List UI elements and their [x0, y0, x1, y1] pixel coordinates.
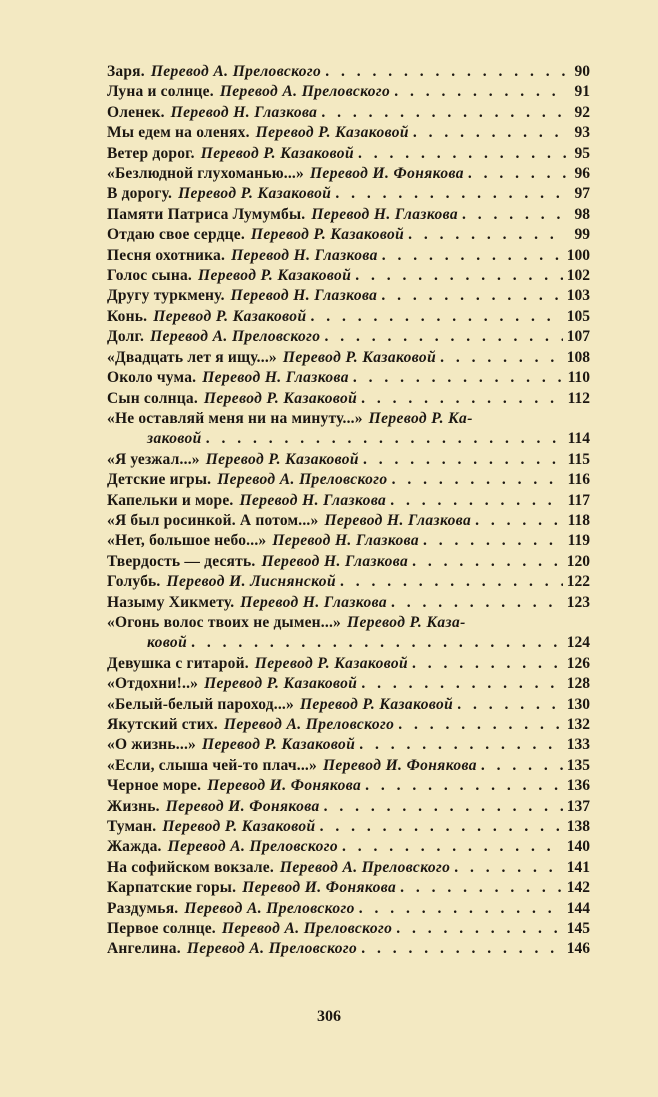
entry-translator: Перевод Р. Казаковой [162, 818, 316, 836]
entry-title: Черное море. [107, 777, 202, 795]
dot-leader [382, 246, 563, 266]
entry-translator: Перевод И. Фонякова [242, 879, 397, 897]
dot-leader [342, 837, 563, 857]
entry-translator: Перевод И. Фонякова [322, 756, 477, 774]
entry-page: 119 [567, 532, 590, 550]
toc-entry [107, 327, 590, 347]
toc-entry [107, 103, 590, 123]
toc-entry [107, 470, 590, 490]
entry-page: 117 [567, 491, 590, 509]
entry-title: Раздумья. [107, 899, 179, 917]
entry-page: 124 [566, 634, 590, 652]
dot-leader [335, 184, 566, 204]
dot-leader [321, 103, 566, 123]
toc-entry [107, 878, 590, 898]
entry-title: Долг. [107, 328, 145, 346]
dot-leader [353, 368, 564, 388]
toc-entry [107, 246, 590, 266]
dot-leader [325, 62, 566, 82]
entry-title: Оленек. [107, 103, 165, 121]
toc-entry [107, 450, 590, 470]
entry-translator: Перевод Р. Казаковой [255, 124, 409, 142]
entry-page: 132 [566, 716, 590, 733]
entry-title: Ветер дорог. [107, 144, 195, 162]
toc-entry [107, 164, 590, 184]
dot-leader [363, 450, 564, 470]
dot-leader [394, 82, 566, 102]
dot-leader [468, 164, 566, 184]
dot-leader [310, 307, 562, 327]
toc-entry [107, 654, 590, 674]
entry-page: 118 [567, 511, 590, 529]
entry-title: Памяти Патриса Лумумбы. [107, 205, 306, 223]
entry-title: «Безлюдной глухоманью...» [107, 165, 304, 183]
entry-title: Якутский стих. [107, 716, 218, 733]
entry-title: Ангелина. [107, 940, 181, 958]
toc-entry [107, 184, 590, 204]
entry-page: 128 [566, 675, 590, 693]
entry-translator: Перевод А. Преловского [186, 940, 358, 958]
toc-entry [107, 858, 590, 878]
toc-entry [107, 266, 590, 286]
entry-title: Мы едем на оленях. [107, 124, 250, 142]
toc-entry [107, 756, 590, 776]
entry-translator: Перевод А. Преловского [219, 83, 391, 101]
entry-title: «Нет, большое небо...» [107, 532, 267, 550]
dot-leader [381, 286, 562, 306]
entry-title: Детские игры. [107, 471, 212, 489]
toc-entry [107, 82, 590, 102]
entry-translator: Перевод И. Фонякова [309, 165, 464, 183]
entry-title: «Я уезжал...» [107, 450, 200, 468]
entry-title: Отдаю свое сердце. [107, 226, 245, 244]
entry-title: «Белый-белый пароход...» [107, 695, 294, 713]
entry-title: «Я был росинкой. А потом...» [107, 511, 319, 529]
entry-title: Сын солнца. [107, 389, 198, 407]
dot-leader [481, 756, 563, 776]
toc-entry [107, 511, 590, 531]
dot-leader [423, 531, 564, 551]
toc-entry [107, 389, 590, 409]
entry-translator: Перевод А. Преловского [223, 716, 395, 733]
entry-page: 146 [566, 940, 590, 958]
entry-translator: Перевод Н. Глазкова [230, 287, 378, 305]
toc-entry [107, 409, 590, 429]
dot-leader [390, 491, 563, 511]
entry-page: 105 [566, 307, 590, 325]
page-number: 306 [317, 1008, 341, 1025]
entry-translator: Перевод Н. Глазкова [272, 532, 420, 550]
entry-page: 144 [566, 899, 590, 917]
entry-page: 137 [566, 797, 590, 815]
entry-translator: Перевод Р. Ка- [368, 409, 473, 427]
entry-title: Капельки и море. [107, 491, 234, 509]
toc-entry [107, 593, 590, 613]
entry-page: 100 [566, 246, 590, 264]
entry-page: 116 [567, 471, 590, 489]
entry-page: 103 [566, 287, 590, 305]
entry-page: 123 [566, 593, 590, 611]
entry-translator-continuation: заковой [147, 430, 202, 448]
entry-translator: Перевод А. Преловского [150, 328, 321, 346]
entry-title: Карпатские горы. [107, 879, 237, 897]
entry-page: 108 [566, 348, 590, 366]
dot-leader [358, 144, 566, 164]
entry-page: 92 [574, 103, 590, 121]
toc-entry [107, 531, 590, 551]
entry-page: 130 [566, 695, 590, 713]
toc-entry [107, 205, 590, 225]
entry-translator: Перевод И. Фонякова [207, 777, 362, 795]
entry-translator: Перевод А. Преловского [184, 899, 355, 917]
toc-entry [107, 837, 590, 857]
dot-leader [475, 511, 563, 531]
entry-page: 110 [567, 369, 590, 387]
entry-page: 135 [566, 756, 590, 774]
toc-entry [107, 776, 590, 796]
entry-page: 140 [566, 838, 590, 856]
dot-leader [408, 225, 566, 245]
toc-entry [107, 674, 590, 694]
toc-entry [107, 899, 590, 919]
entry-title: «Если, слыша чей-то плач...» [107, 756, 317, 774]
entry-translator: Перевод Н. Глазкова [240, 593, 387, 611]
entry-translator: Перевод Н. Глазкова [261, 552, 409, 570]
toc-entry [107, 491, 590, 511]
toc-entry [107, 735, 590, 755]
dot-leader [440, 348, 563, 368]
dot-leader [391, 593, 563, 613]
dot-leader [355, 266, 563, 286]
entry-title: Жизнь. [107, 797, 160, 815]
entry-title: Луна и солнце. [107, 83, 214, 101]
entry-page: 136 [566, 777, 590, 795]
toc-entry [107, 797, 590, 817]
entry-translator: Перевод Р. Казаковой [178, 185, 332, 203]
toc-entry [107, 695, 590, 715]
toc-entry [107, 286, 590, 306]
dot-leader [454, 858, 562, 878]
entry-title: «Огонь волос твоих не дымен...» [107, 613, 341, 631]
entry-page: 112 [567, 389, 590, 407]
toc-entry [107, 368, 590, 388]
entry-title: Голубь. [107, 573, 161, 591]
entry-translator: Перевод Р. Казаковой [205, 450, 359, 468]
entry-title: Твердость — десять. [107, 552, 256, 570]
dot-leader [396, 919, 562, 939]
entry-translator: Перевод А. Преловского [167, 838, 338, 856]
entry-page: 96 [574, 165, 590, 183]
toc-entry-continuation [107, 429, 590, 449]
entry-translator: Перевод Р. Казаковой [200, 144, 354, 162]
entry-page: 99 [574, 226, 590, 244]
entry-translator: Перевод Н. Глазкова [170, 103, 318, 121]
dot-leader [365, 776, 563, 796]
entry-translator: Перевод А. Преловского [150, 63, 322, 80]
dot-leader [398, 715, 563, 735]
entry-title: Конь. [107, 307, 148, 325]
entry-title: «О жизнь...» [107, 736, 196, 754]
entry-translator: Перевод Р. Казаковой [153, 307, 307, 325]
toc-entry [107, 307, 590, 327]
entry-page: 97 [574, 185, 590, 203]
entry-title: «Отдохни!..» [107, 675, 199, 693]
table-of-contents [107, 62, 590, 960]
toc-entry [107, 62, 590, 82]
entry-page: 115 [567, 450, 590, 468]
entry-translator: Перевод Р. Каза- [346, 613, 466, 631]
entry-page: 133 [566, 736, 590, 754]
entry-title: Назыму Хикмету. [107, 593, 235, 611]
toc-entry [107, 613, 590, 633]
entry-title: «Не оставляй меня ни на минуту...» [107, 409, 363, 427]
dot-leader [191, 633, 563, 653]
entry-translator: Перевод Р. Казаковой [254, 654, 409, 672]
entry-page: 107 [566, 328, 590, 346]
entry-title: Заря. [107, 63, 145, 80]
entry-title: Другу туркмену. [107, 287, 225, 305]
dot-leader [359, 899, 563, 919]
toc-entry [107, 715, 590, 735]
entry-translator: Перевод Н. Глазкова [311, 205, 459, 223]
entry-page: 91 [574, 83, 590, 101]
entry-translator: Перевод Р. Казаковой [201, 736, 356, 754]
entry-translator: Перевод Н. Глазкова [239, 491, 387, 509]
dot-leader [457, 695, 563, 715]
dot-leader [361, 674, 562, 694]
toc-entry [107, 144, 590, 164]
entry-translator: Перевод Р. Казаковой [250, 226, 405, 244]
toc-entry [107, 552, 590, 572]
entry-translator: Перевод Н. Глазкова [231, 246, 378, 264]
entry-page: 141 [566, 858, 590, 876]
dot-leader [400, 878, 563, 898]
entry-translator: Перевод Н. Глазкова [202, 369, 349, 387]
entry-page: 145 [566, 920, 590, 938]
entry-title: Туман. [107, 818, 157, 836]
dot-leader [361, 389, 563, 409]
entry-title: Голос сына. [107, 267, 192, 285]
entry-title: На софийском вокзале. [107, 858, 274, 876]
entry-title: Первое солнце. [107, 920, 216, 938]
entry-page: 138 [566, 818, 590, 836]
dot-leader [413, 123, 566, 143]
toc-entry [107, 123, 590, 143]
dot-leader [361, 939, 563, 959]
entry-page: 90 [574, 63, 590, 80]
entry-page: 102 [566, 267, 590, 285]
entry-title: Около чума. [107, 369, 197, 387]
dot-leader [320, 817, 563, 837]
entry-translator-continuation: ковой [147, 634, 188, 652]
toc-entry [107, 225, 590, 245]
dot-leader [324, 327, 562, 347]
entry-page: 122 [566, 573, 590, 591]
entry-title: Песня охотника. [107, 246, 226, 264]
toc-entry-continuation [107, 633, 590, 653]
entry-page: 114 [567, 430, 590, 448]
dot-leader [412, 654, 563, 674]
dot-leader [359, 735, 563, 755]
entry-title: Жажда. [107, 838, 162, 856]
entry-page: 98 [574, 205, 590, 223]
entry-page: 95 [574, 144, 590, 162]
entry-translator: Перевод А. Преловского [221, 920, 393, 938]
dot-leader [340, 572, 563, 592]
entry-translator: Перевод А. Преловского [279, 858, 451, 876]
dot-leader [206, 429, 564, 449]
entry-translator: Перевод Н. Глазкова [324, 511, 472, 529]
entry-translator: Перевод И. Лиснянской [166, 573, 336, 591]
toc-entry [107, 348, 590, 368]
entry-translator: Перевод Р. Казаковой [204, 675, 358, 693]
toc-entry [107, 919, 590, 939]
dot-leader [392, 470, 564, 490]
entry-translator: Перевод Р. Казаковой [299, 695, 454, 713]
entry-page: 126 [566, 654, 590, 672]
toc-entry [107, 939, 590, 959]
entry-page: 142 [566, 879, 590, 897]
toc-entry [107, 572, 590, 592]
entry-page: 120 [566, 552, 590, 570]
entry-translator: Перевод И. Фонякова [165, 797, 320, 815]
dot-leader [324, 797, 563, 817]
entry-translator: Перевод А. Преловского [217, 471, 388, 489]
entry-translator: Перевод Р. Казаковой [282, 348, 437, 366]
entry-title: Девушка с гитарой. [107, 654, 249, 672]
dot-leader [462, 205, 566, 225]
entry-translator: Перевод Р. Казаковой [203, 389, 358, 407]
dot-leader [412, 552, 563, 572]
entry-title: «Двадцать лет я ищу...» [107, 348, 277, 366]
entry-page: 93 [574, 124, 590, 142]
entry-title: В дорогу. [107, 185, 173, 203]
toc-entry [107, 817, 590, 837]
entry-translator: Перевод Р. Казаковой [197, 267, 352, 285]
